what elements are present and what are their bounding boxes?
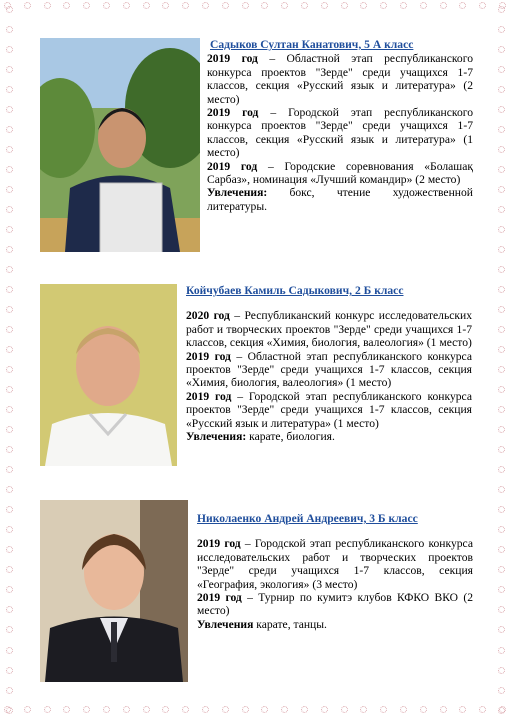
border-flower-icon <box>123 706 130 713</box>
border-flower-icon <box>479 2 486 9</box>
page-border-bottom <box>0 706 510 718</box>
award-year: 2019 год <box>197 591 242 605</box>
hobby-text: карате, танцы. <box>253 617 327 631</box>
border-flower-icon <box>498 366 505 373</box>
border-flower-icon <box>498 586 505 593</box>
border-flower-icon <box>498 246 505 253</box>
border-flower-icon <box>498 446 505 453</box>
border-flower-icon <box>400 2 407 9</box>
border-flower-icon <box>6 146 13 153</box>
border-flower-icon <box>459 2 466 9</box>
border-flower-icon <box>44 706 51 713</box>
award-text: – Городские соревнования «Болашақ Сарбаз», номинация «Лучший командир» (2 место) <box>207 159 473 187</box>
hobby-label: Увлечения: <box>207 186 268 200</box>
border-flower-icon <box>6 306 13 313</box>
border-flower-icon <box>6 206 13 213</box>
border-flower-icon <box>222 2 229 9</box>
border-flower-icon <box>459 706 466 713</box>
border-flower-icon <box>6 486 13 493</box>
border-flower-icon <box>103 706 110 713</box>
border-flower-icon <box>6 46 13 53</box>
border-flower-icon <box>498 186 505 193</box>
student-name: Садыков Султан Канатович, 5 А класс <box>210 38 414 51</box>
border-flower-icon <box>6 546 13 553</box>
border-flower-icon <box>420 2 427 9</box>
border-flower-icon <box>380 706 387 713</box>
border-flower-icon <box>498 166 505 173</box>
border-flower-icon <box>6 266 13 273</box>
border-flower-icon <box>360 2 367 9</box>
award-text: – Городской этап республиканского конкурса проектов "Зерде" среди учащихся 1-7 классов, секция «Русский язык и литература» (1 место) <box>207 106 473 160</box>
border-flower-icon <box>143 2 150 9</box>
award-year: 2019 год <box>207 159 258 173</box>
border-flower-icon <box>420 706 427 713</box>
border-flower-icon <box>400 706 407 713</box>
border-flower-icon <box>6 366 13 373</box>
border-flower-icon <box>341 2 348 9</box>
award-year: 2019 год <box>197 537 241 551</box>
border-flower-icon <box>6 586 13 593</box>
page-border-top <box>0 2 510 14</box>
award-year: 2019 год <box>186 389 232 403</box>
border-flower-icon <box>6 526 13 533</box>
border-flower-icon <box>498 146 505 153</box>
award-year: 2019 год <box>207 106 259 120</box>
border-flower-icon <box>6 667 13 674</box>
border-flower-icon <box>498 46 505 53</box>
border-flower-icon <box>498 606 505 613</box>
award-text: – Городской этап республиканского конкурса проектов "Зерде" среди учащихся 1-7 классов, секция «Русский язык и литература» (1 место) <box>186 389 472 430</box>
border-flower-icon <box>261 706 268 713</box>
border-flower-icon <box>182 2 189 9</box>
border-flower-icon <box>498 86 505 93</box>
page-border-right <box>495 0 507 720</box>
award-year: 2020 год <box>186 309 230 323</box>
border-flower-icon <box>498 206 505 213</box>
border-flower-icon <box>24 2 31 9</box>
border-flower-icon <box>498 406 505 413</box>
hobby-label: Увлечения: <box>186 430 247 444</box>
border-flower-icon <box>498 326 505 333</box>
border-flower-icon <box>6 687 13 694</box>
border-flower-icon <box>440 706 447 713</box>
student-photo-nikolaenko <box>40 500 188 682</box>
student-entry-sadykov <box>207 38 473 213</box>
page-border-left <box>3 0 15 720</box>
student-name: Койчубаев Камиль Садыкович, 2 Б класс <box>186 284 404 297</box>
border-flower-icon <box>6 26 13 33</box>
border-flower-icon <box>321 2 328 9</box>
border-flower-icon <box>6 286 13 293</box>
hobby-text: бокс, чтение художественной литературы. <box>207 186 473 213</box>
border-flower-icon <box>301 706 308 713</box>
border-flower-icon <box>498 626 505 633</box>
border-flower-icon <box>498 486 505 493</box>
border-flower-icon <box>162 2 169 9</box>
award-text: – Городской этап республиканского конкурса исследовательских работ и творческих проектов "Зерде" среди учащихся 1-7 классов, секция «География, экология» (3 место) <box>197 537 473 591</box>
border-flower-icon <box>6 446 13 453</box>
border-flower-icon <box>498 667 505 674</box>
border-flower-icon <box>380 2 387 9</box>
border-flower-icon <box>222 706 229 713</box>
border-flower-icon <box>6 566 13 573</box>
border-flower-icon <box>281 706 288 713</box>
border-flower-icon <box>498 466 505 473</box>
border-flower-icon <box>498 526 505 533</box>
border-flower-icon <box>6 186 13 193</box>
border-flower-icon <box>498 6 505 13</box>
award-text: – Областной этап республиканского конкурса проектов "Зерде" среди учащихся 1-7 классов, секция «Русский язык и литература» (2 место) <box>207 52 473 106</box>
border-flower-icon <box>6 126 13 133</box>
border-flower-icon <box>63 2 70 9</box>
border-flower-icon <box>103 2 110 9</box>
award-year: 2019 год <box>186 349 231 363</box>
border-flower-icon <box>6 246 13 253</box>
student-entry-koichubaev <box>186 284 472 443</box>
border-flower-icon <box>6 606 13 613</box>
border-flower-icon <box>182 706 189 713</box>
border-flower-icon <box>242 2 249 9</box>
border-flower-icon <box>6 426 13 433</box>
border-flower-icon <box>360 706 367 713</box>
border-flower-icon <box>498 266 505 273</box>
border-flower-icon <box>6 386 13 393</box>
border-flower-icon <box>123 2 130 9</box>
border-flower-icon <box>6 66 13 73</box>
border-flower-icon <box>83 2 90 9</box>
border-flower-icon <box>6 346 13 353</box>
student-name: Николаенко Андрей Андреевич, 3 Б класс <box>197 512 418 525</box>
border-flower-icon <box>479 706 486 713</box>
border-flower-icon <box>498 506 505 513</box>
border-flower-icon <box>6 647 13 654</box>
border-flower-icon <box>6 6 13 13</box>
border-flower-icon <box>498 306 505 313</box>
border-flower-icon <box>6 707 13 714</box>
border-flower-icon <box>6 226 13 233</box>
border-flower-icon <box>498 106 505 113</box>
border-flower-icon <box>498 126 505 133</box>
border-flower-icon <box>498 226 505 233</box>
hobby-text: карате, биология. <box>246 430 335 444</box>
student-entry-nikolaenko <box>197 512 473 631</box>
award-text: – Областной этап республиканского конкурса проектов "Зерде" среди учащихся 1-7 классов, секция «Химия, биология, валеология» (1 место) <box>186 349 472 390</box>
border-flower-icon <box>6 166 13 173</box>
border-flower-icon <box>498 566 505 573</box>
award-text: – Республиканский конкурс исследовательских работ и творческих проектов "Зерде" среди учащихся 1-7 классов, секция «Химия, биология, валеология» (1 место) <box>186 309 472 350</box>
award-year: 2019 год <box>207 52 258 66</box>
border-flower-icon <box>6 326 13 333</box>
border-flower-icon <box>261 2 268 9</box>
border-flower-icon <box>24 706 31 713</box>
student-photo-sadykov <box>40 38 200 252</box>
border-flower-icon <box>6 506 13 513</box>
border-flower-icon <box>321 706 328 713</box>
border-flower-icon <box>202 2 209 9</box>
border-flower-icon <box>6 86 13 93</box>
student-photo-koichubaev <box>40 284 177 466</box>
border-flower-icon <box>498 346 505 353</box>
border-flower-icon <box>6 626 13 633</box>
border-flower-icon <box>498 647 505 654</box>
border-flower-icon <box>143 706 150 713</box>
border-flower-icon <box>83 706 90 713</box>
border-flower-icon <box>498 66 505 73</box>
award-text: – Турнир по кумитэ клубов КФКО ВКО (2 место) <box>197 591 473 618</box>
border-flower-icon <box>498 546 505 553</box>
border-flower-icon <box>498 386 505 393</box>
border-flower-icon <box>242 706 249 713</box>
border-flower-icon <box>301 2 308 9</box>
border-flower-icon <box>498 687 505 694</box>
border-flower-icon <box>162 706 169 713</box>
border-flower-icon <box>498 426 505 433</box>
border-flower-icon <box>44 2 51 9</box>
border-flower-icon <box>341 706 348 713</box>
border-flower-icon <box>6 466 13 473</box>
border-flower-icon <box>6 406 13 413</box>
border-flower-icon <box>281 2 288 9</box>
border-flower-icon <box>498 26 505 33</box>
border-flower-icon <box>440 2 447 9</box>
hobby-label: Увлечения <box>197 617 254 631</box>
border-flower-icon <box>6 106 13 113</box>
border-flower-icon <box>202 706 209 713</box>
border-flower-icon <box>498 286 505 293</box>
border-flower-icon <box>63 706 70 713</box>
border-flower-icon <box>498 707 505 714</box>
